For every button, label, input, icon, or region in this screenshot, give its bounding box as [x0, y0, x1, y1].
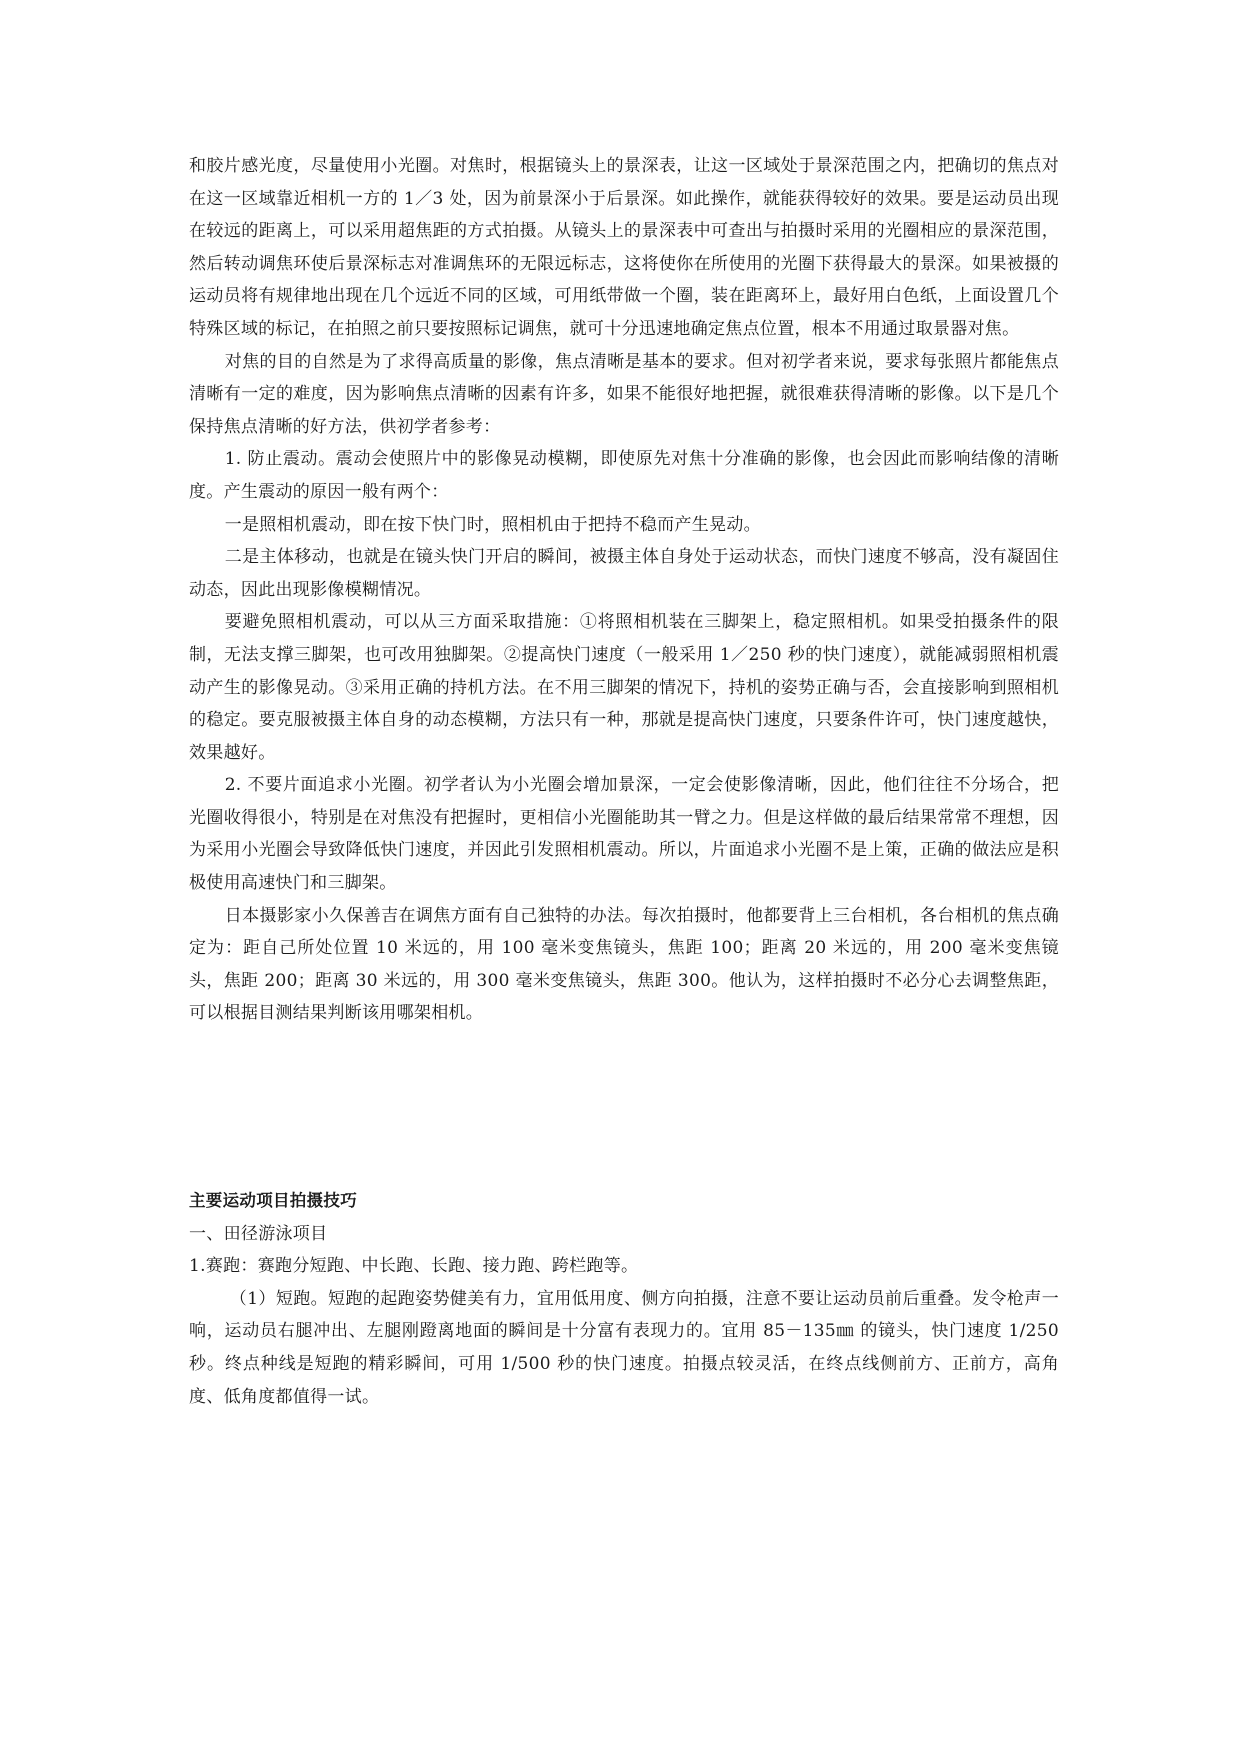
paragraph-focus-purpose: 对焦的目的自然是为了求得高质量的影像，焦点清晰是基本的要求。但对初学者来说，要求每张照片都能焦点清晰有一定的难度，因为影响焦点清晰的因素有许多，如果不能很好地把握，就很难获得清晰的影像。以下是几个保持焦点清晰的好方法，供初学者参考： [189, 351, 1059, 437]
paragraph-depth-of-field: 和胶片感光度，尽量使用小光圈。对焦时，根据镜头上的景深表，让这一区域处于景深范围之内，把确切的焦点对在这一区域靠近相机一方的 1／3 处，因为前景深小于后景深。如此操作，就能获得较好的效果。要是运动员出现在较远的距离上，可以采用超焦距的方式拍摄。从镜头上的景深表中可查出与拍摄时采用的光圈相应的景深范围，然后转动调焦环使后景深标志对准调焦环的无限远标志，这将使你在所使用的光圈下获得最大的景深。如果被摄的运动员将有规律地出现在几个远近不同的区域，可用纸带做一个圈，装在距离环上，最好用白色纸，上面设置几个特殊区域的标记，在拍照之前只要按照标记调焦，就可十分迅速地确定焦点位置，根本不用通过取景器对焦。 [189, 156, 1059, 339]
paragraph-camera-shake: 一是照相机震动，即在按下快门时，照相机由于把持不稳而产生晃动。 [224, 514, 761, 535]
list-item-sprint: （1）短跑。短跑的起跑姿势健美有力，宜用低用度、侧方向拍摄，注意不要让运动员前后重叠。发令枪声一响，运动员右腿冲出、左腿刚蹬离地面的瞬间是十分富有表现力的。宜用 85－135㎜ 的镜头，快门速度 1/250 秒。终点种线是短跑的精彩瞬间，可用 1/500 秒的快门速度。拍摄点较灵活，在终点线侧前方、正前方，高角度、低角度都值得一试。 [189, 1288, 1059, 1407]
paragraph-small-aperture: 2. 不要片面追求小光圈。初学者认为小光圈会增加景深，一定会使影像清晰，因此，他们往往不分场合，把光圈收得很小，特别是在对焦没有把握时，更相信小光圈能助其一臂之力。但是这样做的最后结果常常不理想，因为采用小光圈会导致降低快门速度，并因此引发照相机震动。所以，片面追求小光圈不是上策，正确的做法应是积极使用高速快门和三脚架。 [189, 775, 1059, 894]
paragraph-avoid-shake: 要避免照相机震动，可以从三方面采取措施：①将照相机装在三脚架上，稳定照相机。如果受拍摄条件的限制，无法支撑三脚架，也可改用独脚架。②提高快门速度（一般采用 1／250 秒的快门速度），就能减弱照相机震动产生的影像晃动。③采用正确的持机方法。在不用三脚架的情况下，持机的姿势正确与否，会直接影响到照相机的稳定。要克服被摄主体自身的动态模糊，方法只有一种，那就是提高快门速度，只要条件许可，快门速度越快，效果越好。 [189, 612, 1059, 763]
section-title: 主要运动项目拍摄技巧 [189, 1191, 357, 1210]
paragraph-japanese-photographer: 日本摄影家小久保善吉在调焦方面有自己独特的办法。每次拍摄时，他都要背上三台相机，各台相机的焦点确定为：距自己所处位置 10 米远的，用 100 毫米变焦镜头，焦距 100；距离 20 米远的，用 200 毫米变焦镜头，焦距 200；距离 30 米远的，用 300 毫米变焦镜头，焦距 300。他认为，这样拍摄时不必分心去调整焦距，可以根据目测结果判断该用哪架相机。 [189, 905, 1059, 1024]
section-subtitle: 一、田径游泳项目 [189, 1223, 328, 1244]
section-sports [189, 1185, 1059, 1413]
paragraph-prevent-shake: 1. 防止震动。震动会使照片中的影像晃动模糊，即使原先对焦十分准确的影像，也会因此而影响结像的清晰度。产生震动的原因一般有两个： [189, 449, 1059, 502]
body-text [189, 150, 1059, 1030]
paragraph-subject-motion: 二是主体移动，也就是在镜头快门开启的瞬间，被摄主体自身处于运动状态，而快门速度不够高，没有凝固住动态，因此出现影像模糊情况。 [189, 547, 1059, 600]
list-item-running: 1.赛跑：赛跑分短跑、中长跑、长跑、接力跑、跨栏跑等。 [189, 1256, 639, 1277]
